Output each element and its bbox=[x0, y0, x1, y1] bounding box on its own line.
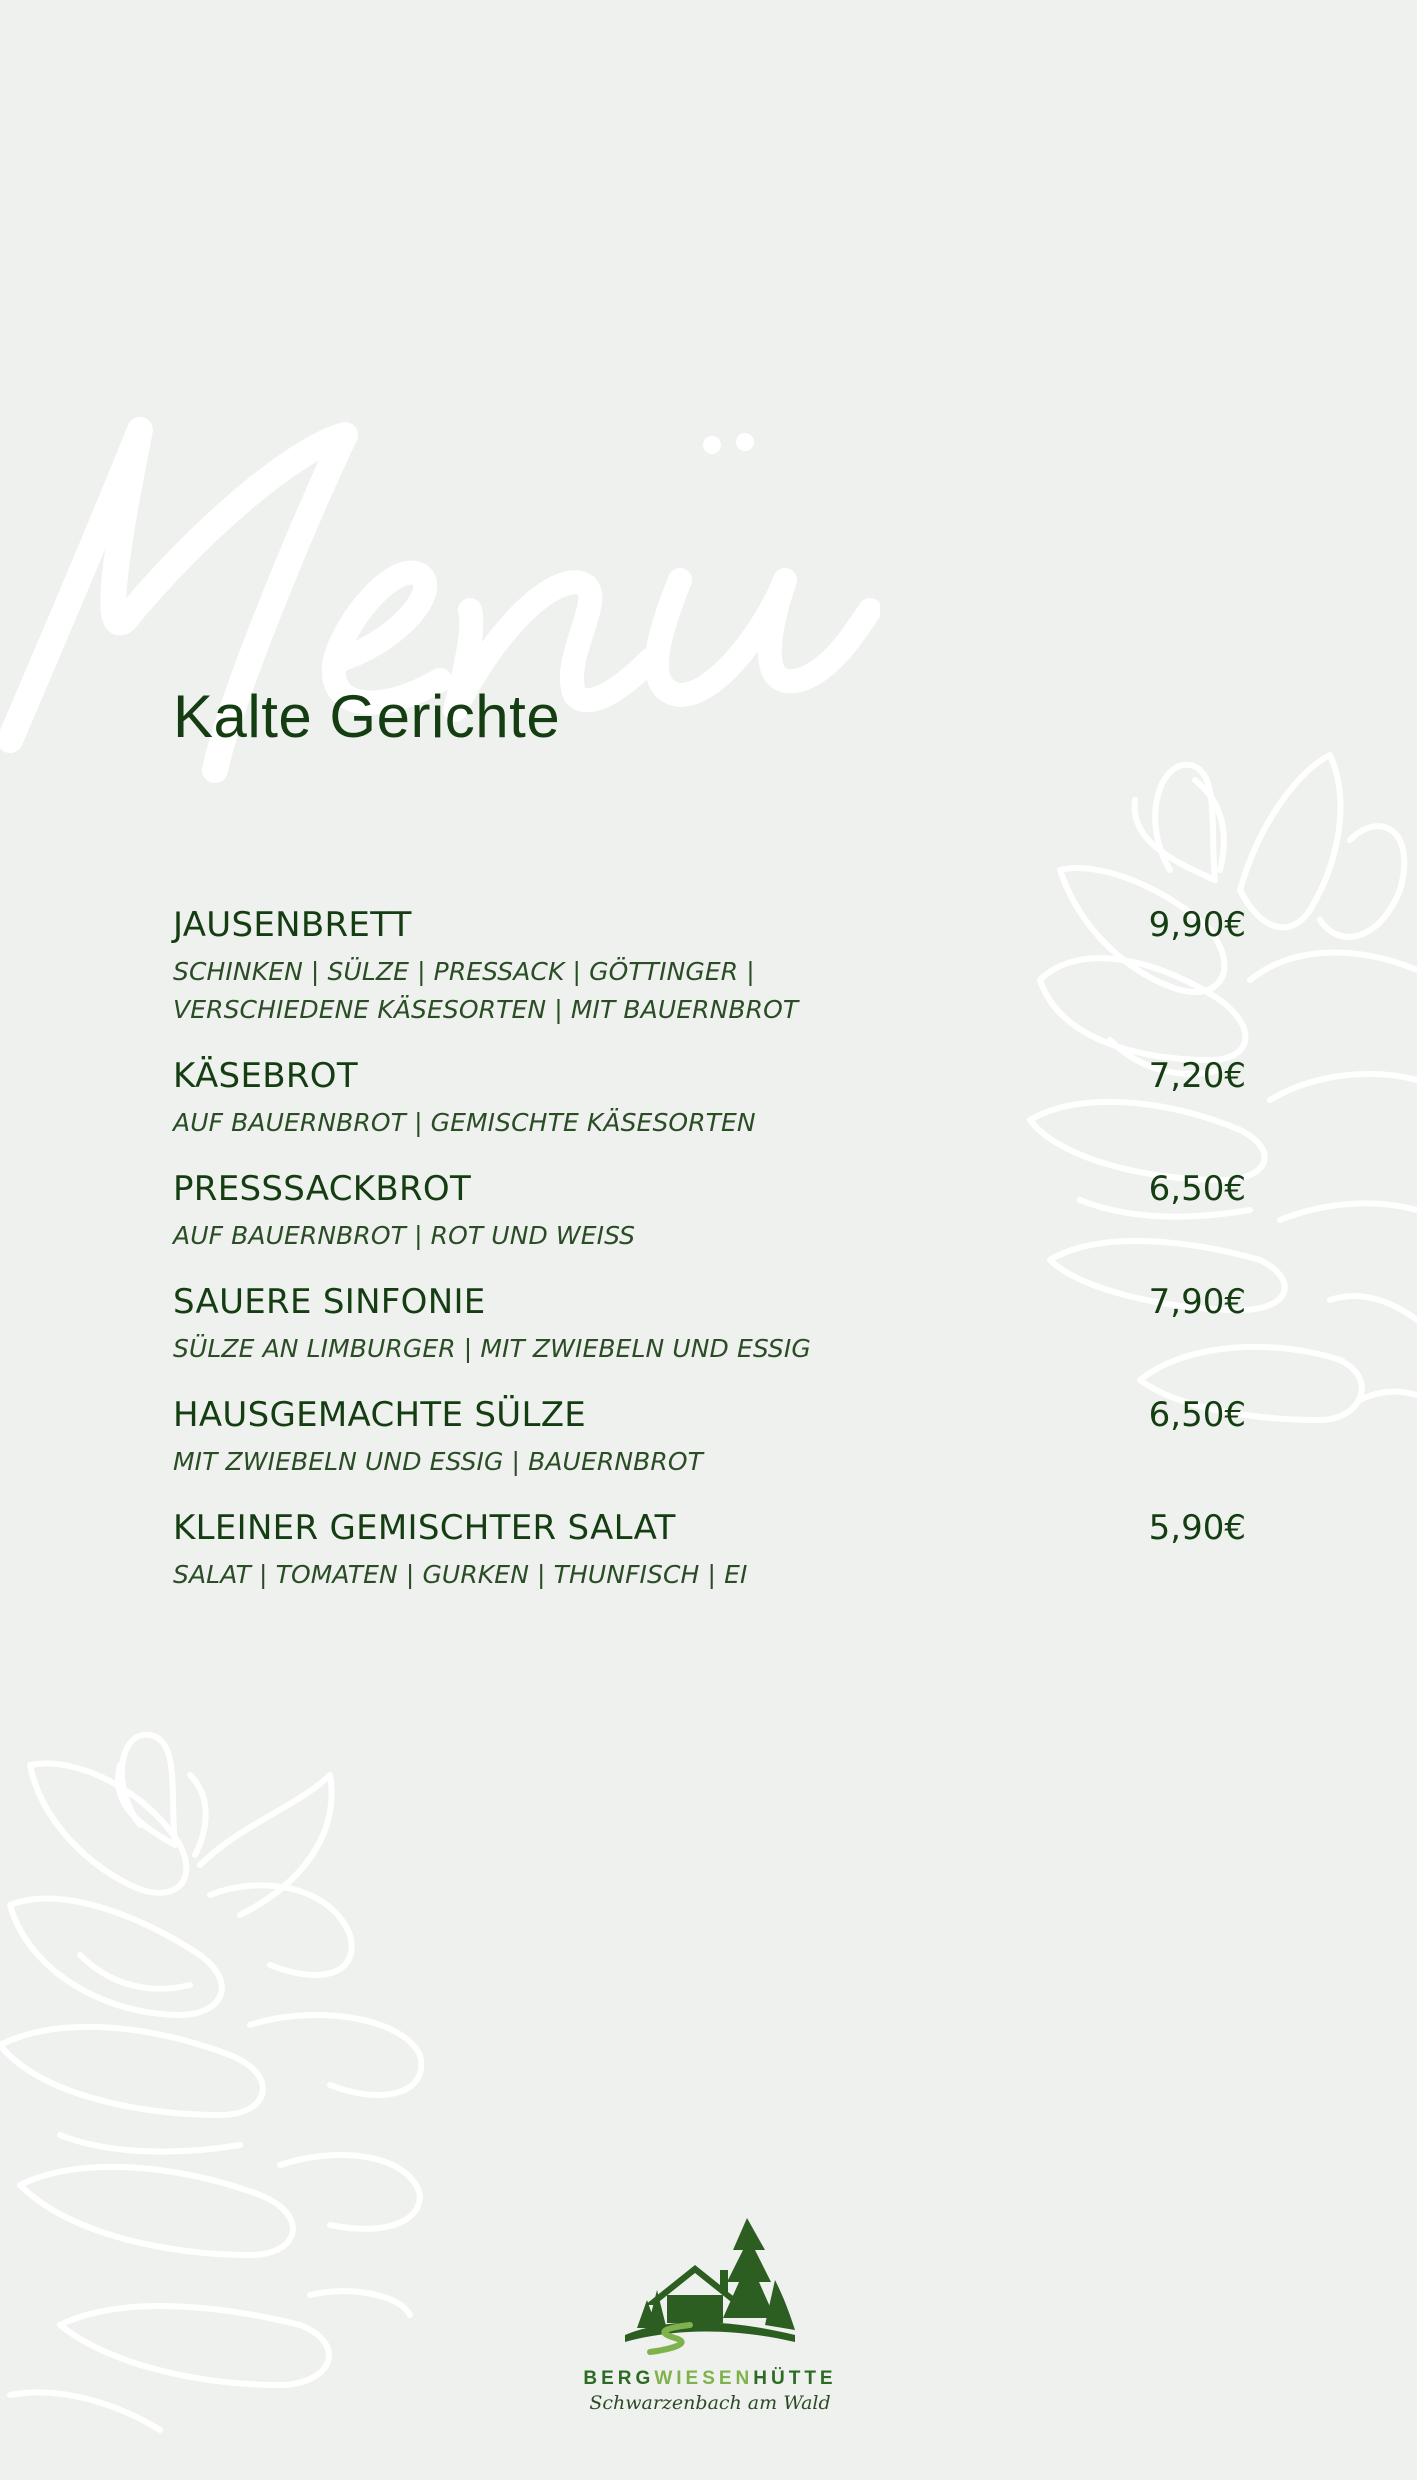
item-description-line: SÜLZE AN LIMBURGER | MIT ZWIEBELN UND ESSIG bbox=[173, 1334, 811, 1363]
item-name: KLEINER GEMISCHTER SALAT bbox=[173, 1508, 676, 1548]
item-name: HAUSGEMACHTE SÜLZE bbox=[173, 1395, 587, 1435]
menu-item bbox=[173, 1395, 1246, 1481]
item-description bbox=[173, 1556, 1246, 1594]
item-description-line: SALAT | TOMATEN | GURKEN | THUNFISCH | EI bbox=[173, 1560, 748, 1589]
item-description bbox=[173, 1330, 1246, 1368]
item-description-line: AUF BAUERNBROT | ROT UND WEISS bbox=[173, 1221, 636, 1250]
logo-name-part: WIESEN bbox=[654, 2368, 754, 2389]
item-price: 7,20€ bbox=[1148, 1056, 1246, 1096]
item-description bbox=[173, 1104, 1246, 1142]
section-title: Kalte Gerichte bbox=[173, 683, 561, 750]
item-price: 7,90€ bbox=[1148, 1282, 1246, 1322]
logo-name-part: HÜTTE bbox=[753, 2368, 837, 2389]
item-price: 5,90€ bbox=[1148, 1508, 1246, 1548]
pinecone-outline-left bbox=[0, 1715, 440, 2435]
item-description bbox=[173, 953, 1246, 1029]
item-description bbox=[173, 1443, 1246, 1481]
item-name: KÄSEBROT bbox=[173, 1056, 358, 1096]
item-description-line: MIT ZWIEBELN UND ESSIG | BAUERNBROT bbox=[173, 1447, 703, 1476]
item-name: SAUERE SINFONIE bbox=[173, 1282, 486, 1322]
item-price: 6,50€ bbox=[1148, 1169, 1246, 1209]
menu-item bbox=[173, 905, 1246, 1029]
item-description-line: SCHINKEN | SÜLZE | PRESSACK | GÖTTINGER | bbox=[173, 957, 755, 986]
item-price: 6,50€ bbox=[1148, 1395, 1246, 1435]
item-description-line: VERSCHIEDENE KÄSESORTEN | MIT BAUERNBROT bbox=[173, 995, 799, 1024]
item-description bbox=[173, 1217, 1246, 1255]
mountain-hut-trees-icon bbox=[625, 2210, 795, 2360]
menu-item bbox=[173, 1508, 1246, 1594]
logo-name-part: BERG bbox=[583, 2368, 655, 2389]
item-price: 9,90€ bbox=[1148, 905, 1246, 945]
logo-tagline: Schwarzenbach am Wald bbox=[589, 2392, 831, 2414]
menu-item bbox=[173, 1169, 1246, 1255]
menu-list bbox=[173, 905, 1246, 1621]
item-name: PRESSSACKBROT bbox=[173, 1169, 472, 1209]
logo-wordmark bbox=[560, 2368, 860, 2390]
item-description-line: AUF BAUERNBROT | GEMISCHTE KÄSESORTEN bbox=[173, 1108, 756, 1137]
menu-item bbox=[173, 1056, 1246, 1142]
brand-logo bbox=[560, 2210, 860, 2414]
menu-item bbox=[173, 1282, 1246, 1368]
item-name: JAUSENBRETT bbox=[173, 905, 412, 945]
